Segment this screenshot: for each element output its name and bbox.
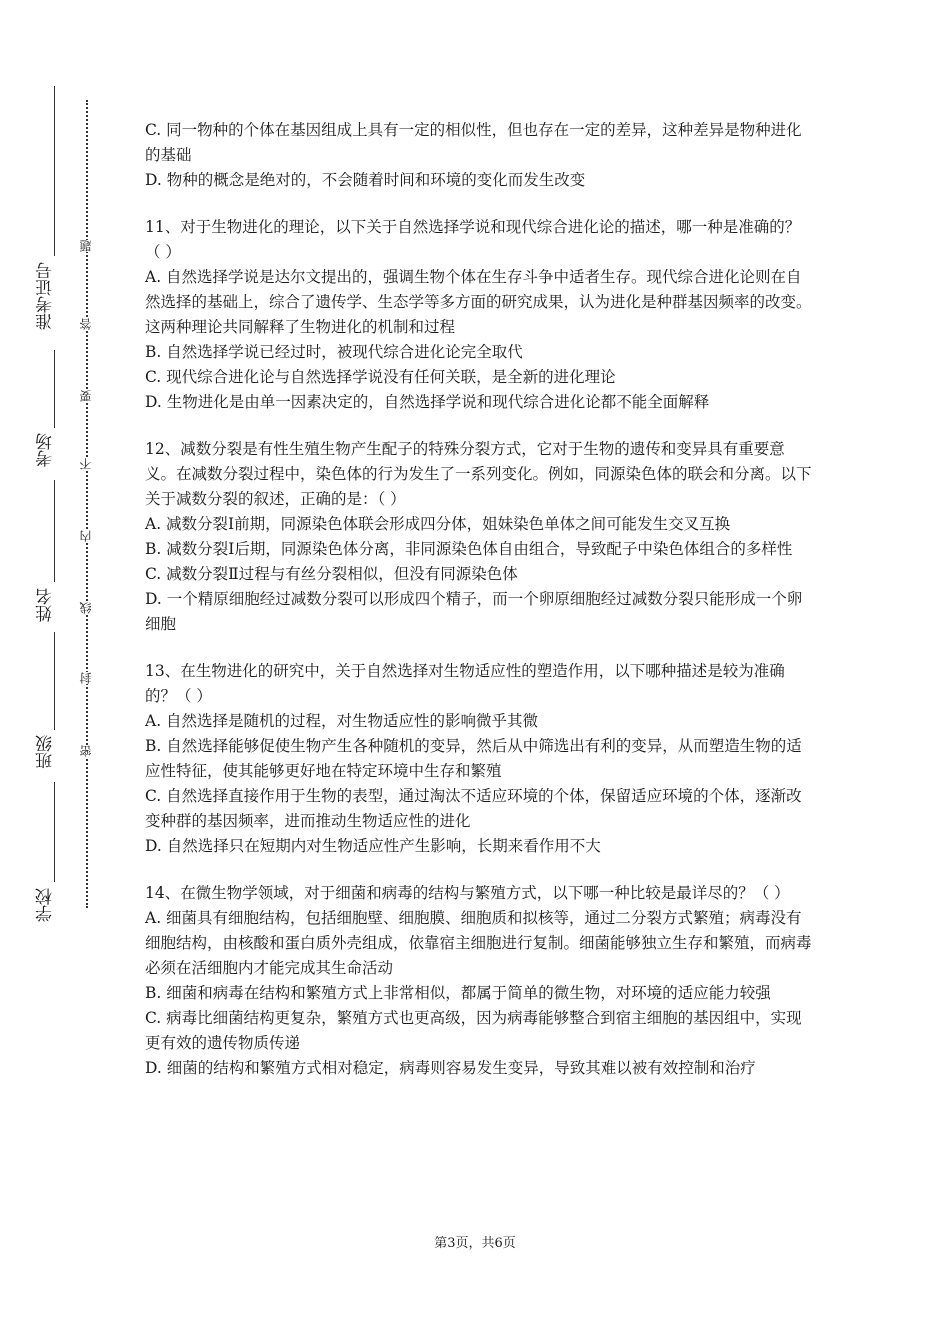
name-line	[54, 480, 55, 582]
name-label: 姓名	[36, 588, 56, 622]
question-content	[145, 118, 815, 1081]
class-line	[54, 632, 55, 730]
option-b: B. 自然选择学说已经过时，被现代综合进化论完全取代	[145, 343, 523, 361]
option-d: D. 生物进化是由单一因素决定的，自然选择学说和现代综合进化论都不能全面解释	[145, 393, 710, 411]
seal-char: 题	[79, 240, 93, 252]
school-label: 学校	[36, 888, 56, 922]
option-c: C. 病毒比细菌结构更复杂，繁殖方式也更高级，因为病毒能够整合到宿主细胞的基因组中，实现更有效的遗传物质传递	[145, 1009, 802, 1052]
seal-char: 要	[79, 390, 93, 402]
binding-margin	[18, 0, 93, 1344]
question-13	[145, 659, 815, 859]
seal-char: 不	[79, 458, 93, 470]
option-d: D. 一个精原细胞经过减数分裂可以形成四个精子，而一个卵原细胞经过减数分裂只能形成一个卵细胞	[145, 590, 803, 633]
class-label: 班级	[36, 735, 56, 769]
page-number: 第3页，共6页	[434, 1236, 516, 1251]
option-b: B. 减数分裂Ⅰ后期，同源染色体分离，非同源染色体自由组合，导致配子中染色体组合的多样性	[145, 540, 793, 558]
option-c: C. 自然选择直接作用于生物的表型，通过淘汰不适应环境的个体，保留适应环境的个体，逐渐改变种群的基因频率，进而推动生物适应性的进化	[145, 787, 802, 830]
exam-room-line	[54, 350, 55, 428]
seal-char: 答	[79, 318, 93, 330]
exam-room-label: 考场	[36, 433, 56, 467]
option-a: A. 减数分裂Ⅰ前期，同源染色体联会形成四分体，姐妹染色单体之间可能发生交叉互换	[145, 515, 731, 533]
option-b: B. 自然选择能够促使生物产生各种随机的变异，然后从中筛选出有利的变异，从而塑造生物的适应性特征，使其能够更好地在特定环境中生存和繁殖	[145, 737, 802, 780]
question-14	[145, 881, 815, 1081]
option-c: C. 现代综合进化论与自然选择学说没有任何关联，是全新的进化理论	[145, 368, 616, 386]
seal-char: 封	[79, 672, 93, 684]
exam-number-label: 准考证号	[36, 262, 56, 330]
continuation-options	[145, 118, 815, 193]
seal-char: 线	[79, 602, 93, 614]
question-12	[145, 437, 815, 637]
question-stem: 12、减数分裂是有性生殖生物产生配子的特殊分裂方式，它对于生物的遗传和变异具有重要意义。在减数分裂过程中，染色体的行为发生了一系列变化。例如，同源染色体的联会和分离。以下关于减数分裂的叙述，正确的是：（ ）	[145, 440, 812, 508]
question-11	[145, 215, 815, 415]
question-stem: 13、在生物进化的研究中，关于自然选择对生物适应性的塑造作用，以下哪种描述是较为准确的？（ ）	[145, 662, 785, 705]
option-b: B. 细菌和病毒在结构和繁殖方式上非常相似，都属于简单的微生物，对环境的适应能力较强	[145, 984, 771, 1002]
seal-char: 内	[79, 530, 93, 542]
seal-char: 密	[79, 745, 93, 757]
option-a: A. 自然选择是随机的过程，对生物适应性的影响微乎其微	[145, 712, 539, 730]
question-stem: 11、对于生物进化的理论，以下关于自然选择学说和现代综合进化论的描述，哪一种是准确的？（ ）	[145, 218, 801, 261]
question-stem: 14、在微生物学领域，对于细菌和病毒的结构与繁殖方式，以下哪一种比较是最详尽的？（ ）	[145, 884, 790, 902]
option-c: C. 同一物种的个体在基因组成上具有一定的相似性，但也存在一定的差异，这种差异是物种进化的基础	[145, 121, 802, 164]
option-c: C. 减数分裂Ⅱ过程与有丝分裂相似，但没有同源染色体	[145, 565, 518, 583]
option-d: D. 物种的概念是绝对的，不会随着时间和环境的变化而发生改变	[145, 171, 586, 189]
seal-dotted-line	[86, 100, 88, 908]
option-d: D. 自然选择只在短期内对生物适应性产生影响，长期来看作用不大	[145, 837, 601, 855]
option-a: A. 自然选择学说是达尔文提出的，强调生物个体在生存斗争中适者生存。现代综合进化论则在自然选择的基础上，综合了遗传学、生态学等多方面的研究成果，认为进化是种群基因频率的改变。这两种理论共同解释了生物进化的机制和过程	[145, 268, 812, 336]
exam-number-line	[54, 86, 55, 256]
option-a: A. 细菌具有细胞结构，包括细胞壁、细胞膜、细胞质和拟核等，通过二分裂方式繁殖；病毒没有细胞结构，由核酸和蛋白质外壳组成，依靠宿主细胞进行复制。细菌能够独立生存和繁殖，而病毒必须在活细胞内才能完成其生命活动	[145, 909, 812, 977]
option-d: D. 细菌的结构和繁殖方式相对稳定，病毒则容易发生变异，导致其难以被有效控制和治疗	[145, 1059, 756, 1077]
school-line	[54, 782, 55, 882]
